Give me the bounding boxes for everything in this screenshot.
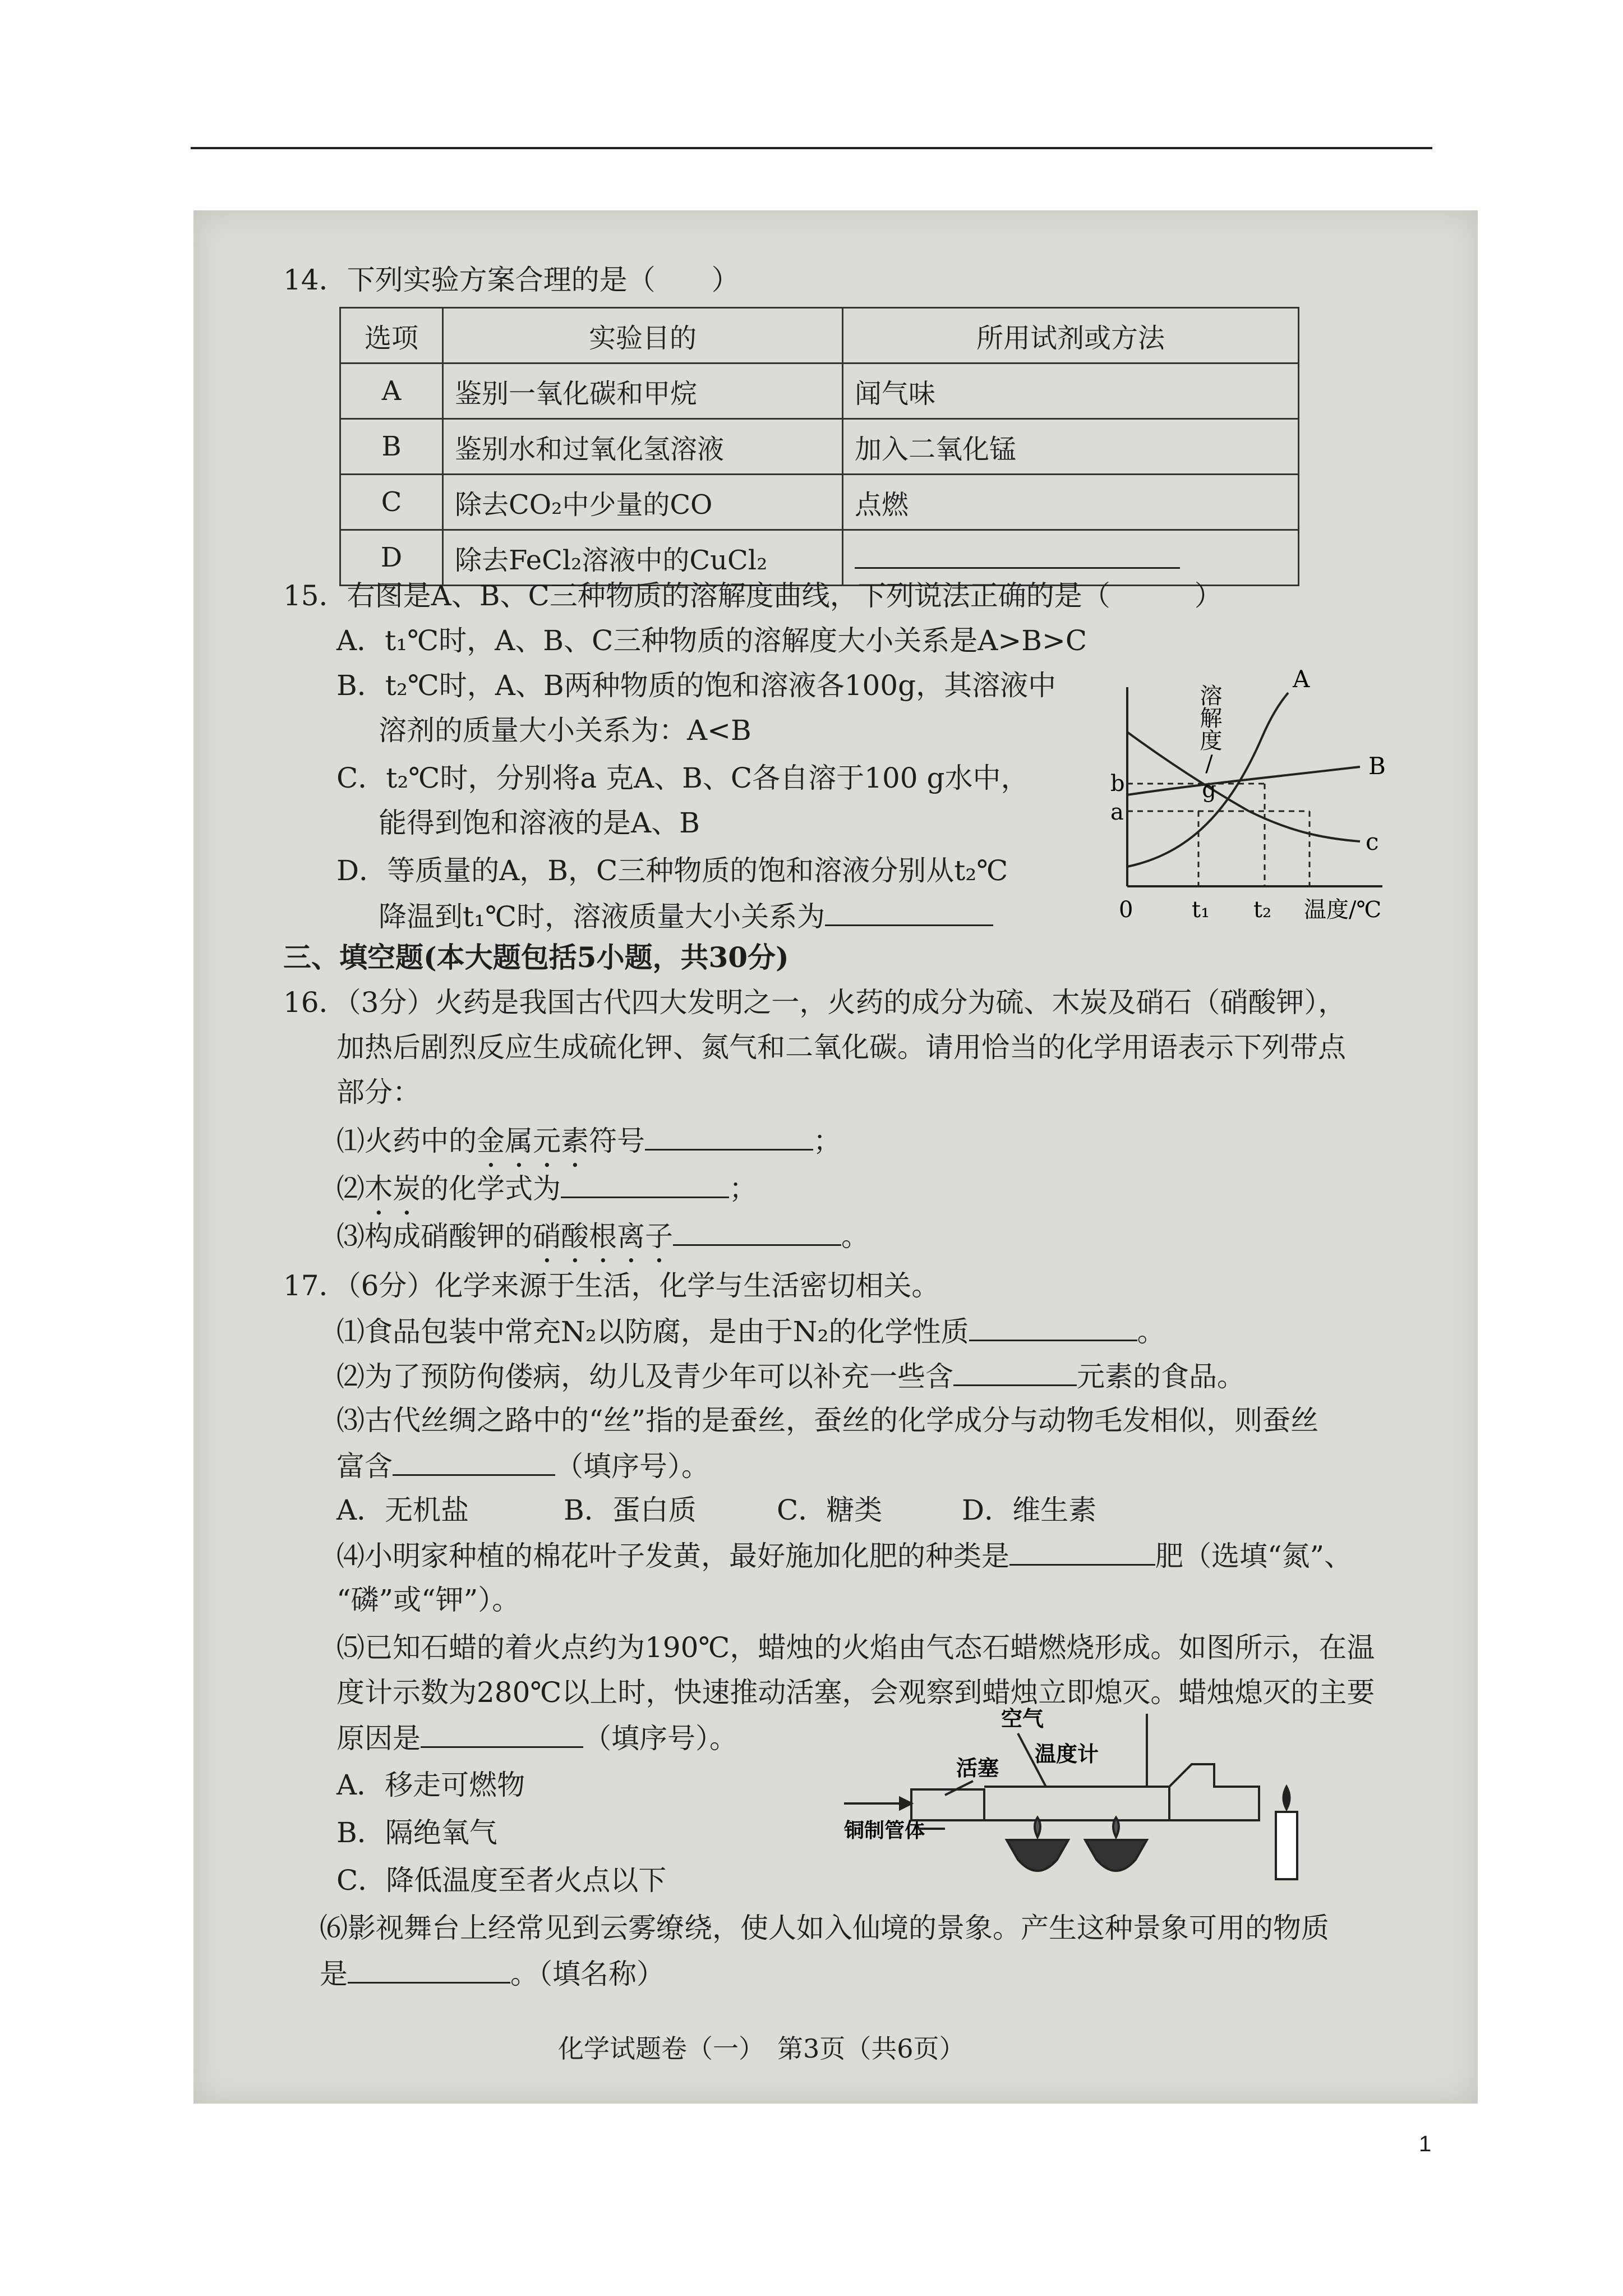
burner-2 [1085,1840,1147,1871]
table-cell: A [340,364,443,419]
table-row [340,475,1299,530]
flame-2 [1113,1818,1119,1837]
table-cell: 闻气味 [843,364,1299,419]
answer-blank [561,1170,729,1198]
option-text: 降温到t₁℃时，溶液质量大小关系为 [379,900,826,933]
tube-bend [1169,1764,1259,1820]
dotted-text: 硝酸根离子 [533,1220,673,1253]
piston-pointer [945,1781,973,1795]
curve-b [1127,767,1360,795]
copper-tube [984,1787,1169,1820]
header-purpose: 实验目的 [443,308,843,364]
q17-opt5-a: A．移走可燃物 [336,1769,525,1801]
ylabel-text: 溶解度/g [1103,684,1222,710]
x-axis-label: 温度/℃ [1304,897,1382,923]
text: ； [813,1125,841,1157]
q17-sub1 [336,1313,1165,1350]
answer-blank [1009,1537,1155,1566]
table-cell-blank [843,530,1299,586]
text: ⑴火药中的 [336,1125,477,1157]
guide-lines [1127,784,1310,886]
tick-b: b [1110,771,1125,797]
burner-1 [1007,1840,1068,1871]
answer-blank [645,1122,813,1151]
table-cell: 鉴别一氧化碳和甲烷 [443,364,843,419]
page-number: 1 [1419,2132,1432,2156]
top-rule [191,147,1432,149]
apparatus-figure [833,1703,1388,1893]
section-3-heading: 三、填空题(本大题包括5小题，共30分) [283,941,789,974]
q16-line1: 16．（3分）火药是我国古代四大发明之一，火药的成分为硫、木炭及硝石（硝酸钾）， [283,986,1347,1019]
q17-sub6-line2 [320,1955,665,1992]
q17-option-b: B．蛋白质 [564,1494,697,1526]
text: 。 [841,1220,869,1253]
table-row [340,364,1299,419]
q15-option-d-line1: D．等质量的A，B，C三种物质的饱和溶液分别从t₂℃ [336,854,1008,887]
table-cell: 点燃 [843,475,1299,530]
tick-a: a [1110,799,1124,825]
q17-sub4-line2: “磷”或“钾”）。 [336,1584,520,1616]
answer-blank [421,1719,583,1748]
q17-option-a: A．无机盐 [336,1494,469,1526]
answer-blank [969,1313,1137,1341]
tick-t2: t₂ [1253,897,1272,923]
dotted-text: 木炭 [365,1172,421,1205]
curve-a-label: A [1293,665,1310,693]
q17-sub5-line1: ⑸已知石蜡的着火点约为190℃，蜡烛的火焰由气态石蜡燃烧形成。如图所示，在温 [336,1631,1375,1664]
q17-line1: 17．（6分）化学来源于生活，化学与生活密切相关。 [283,1269,940,1302]
q15-option-c-line1: C．t₂℃时，分别将a 克A、B、C各自溶于100 g水中， [336,762,1029,794]
solubility-curve-graph [1068,648,1438,951]
table-header-row [340,308,1299,364]
q17-option-d: D．维生素 [962,1494,1097,1526]
curve-c [1127,732,1360,841]
copper-pipe-label: 铜制管体 [844,1819,925,1842]
exam-footer: 化学试题卷（一） 第3页（共6页） [558,2033,965,2064]
scanned-exam-page [193,210,1478,2104]
q16-line3: 部分： [336,1076,421,1108]
q17-sub5-line3 [336,1719,737,1756]
candle [1276,1812,1297,1879]
q15-option-c-line2: 能得到饱和溶液的是A、B [379,807,700,839]
text: 的化学式为 [421,1172,561,1205]
header-option: 选项 [340,308,443,364]
q17-sub5-line2: 度计示数为280℃以上时，快速推动活塞，会观察到蜡烛立即熄灭。蜡烛熄灭的主要 [336,1676,1375,1709]
q17-sub2 [336,1358,1245,1395]
q17-opt5-c: C．降低温度至者火点以下 [336,1864,667,1897]
curve-a [1127,693,1288,867]
text: 富含 [336,1450,393,1483]
text: 原因是 [336,1722,421,1755]
answer-blank [393,1447,555,1476]
flame-1 [1035,1818,1040,1837]
text: 。（填名称） [510,1958,665,1990]
candle-flame [1284,1787,1290,1809]
text: ⑶构成硝酸钾的 [336,1220,533,1253]
air-label: 空气 [1001,1706,1044,1731]
text: 是 [320,1958,348,1990]
answer-blank [825,898,993,926]
arrow-head [900,1798,911,1809]
text: ⑵ [336,1172,365,1205]
text: （填序号）。 [583,1722,737,1755]
text: 肥（选填“氮”、 [1155,1540,1353,1572]
text: ； [729,1172,757,1205]
answer-blank [855,540,1180,569]
q17-sub3-line1: ⑶古代丝绸之路中的“丝”指的是蚕丝，蚕丝的化学成分与动物毛发相似，则蚕丝 [336,1404,1319,1437]
table-row [340,419,1299,475]
tick-t1: t₁ [1192,897,1210,923]
text: 元素的食品。 [1077,1360,1245,1393]
q16-sub2 [336,1170,757,1221]
answer-blank [673,1217,841,1246]
text: （填序号）。 [555,1450,709,1483]
q15-option-b-line1: B．t₂℃时，A、B两种物质的饱和溶液各100g，其溶液中 [336,669,1057,702]
piston-label: 活塞 [956,1755,999,1780]
q14-table [339,307,1299,586]
q17-sub6-line1: ⑹影视舞台上经常见到云雾缭绕，使人如入仙境的景象。产生这种景象可用的物质 [320,1912,1329,1944]
table-cell: 加入二氧化锰 [843,419,1299,475]
dotted-text: 金属元素 [477,1125,589,1157]
curve-b-label: B [1368,752,1386,780]
table-cell: 鉴别水和过氧化氢溶液 [443,419,843,475]
text: ⑵为了预防佝偻病，幼儿及青少年可以补充一些含 [336,1360,953,1393]
table-cell: D [340,530,443,586]
origin-label: 0 [1119,897,1133,923]
table-cell: C [340,475,443,530]
q16-sub3 [336,1217,869,1269]
table-cell: 除去FeCl₂溶液中的CuCl₂ [443,530,843,586]
q16-sub1 [336,1122,841,1174]
thermometer-label: 温度计 [1035,1741,1099,1766]
q17-sub4-line1 [336,1537,1352,1574]
q14-stem: 14．下列实验方案合理的是（ ） [283,264,740,296]
answer-blank [953,1358,1077,1386]
q17-opt5-b: B．隔绝氧气 [336,1816,497,1849]
text: ⑷小明家种植的棉花叶子发黄，最好施加化肥的种类是 [336,1540,1009,1572]
q16-line2: 加热后剧烈反应生成硫化钾、氮气和二氧化碳。请用恰当的化学用语表示下列带点 [336,1031,1346,1064]
curve-c-label: c [1366,828,1379,855]
text: ⑴食品包装中常充N₂以防腐，是由于N₂的化学性质 [336,1315,969,1348]
text: 符号 [589,1125,645,1157]
q17-sub3-line2 [336,1447,709,1484]
text: 。 [1137,1315,1165,1348]
q15-option-d-line2 [379,898,993,935]
header-method: 所用试剂或方法 [843,308,1299,364]
answer-blank [348,1955,510,1984]
table-cell: 除去CO₂中少量的CO [443,475,843,530]
table-row [340,530,1299,586]
table-cell: B [340,419,443,475]
q17-option-c: C．糖类 [777,1494,883,1526]
q15-option-a: A．t₁℃时，A、B、C三种物质的溶解度大小关系是A>B>C [336,624,1087,657]
q15-option-b-line2: 溶剂的质量大小关系为：A<B [379,714,751,747]
q15-stem: 15．右图是A、B、C三种物质的溶解度曲线，下列说法正确的是（ ） [283,579,1223,612]
